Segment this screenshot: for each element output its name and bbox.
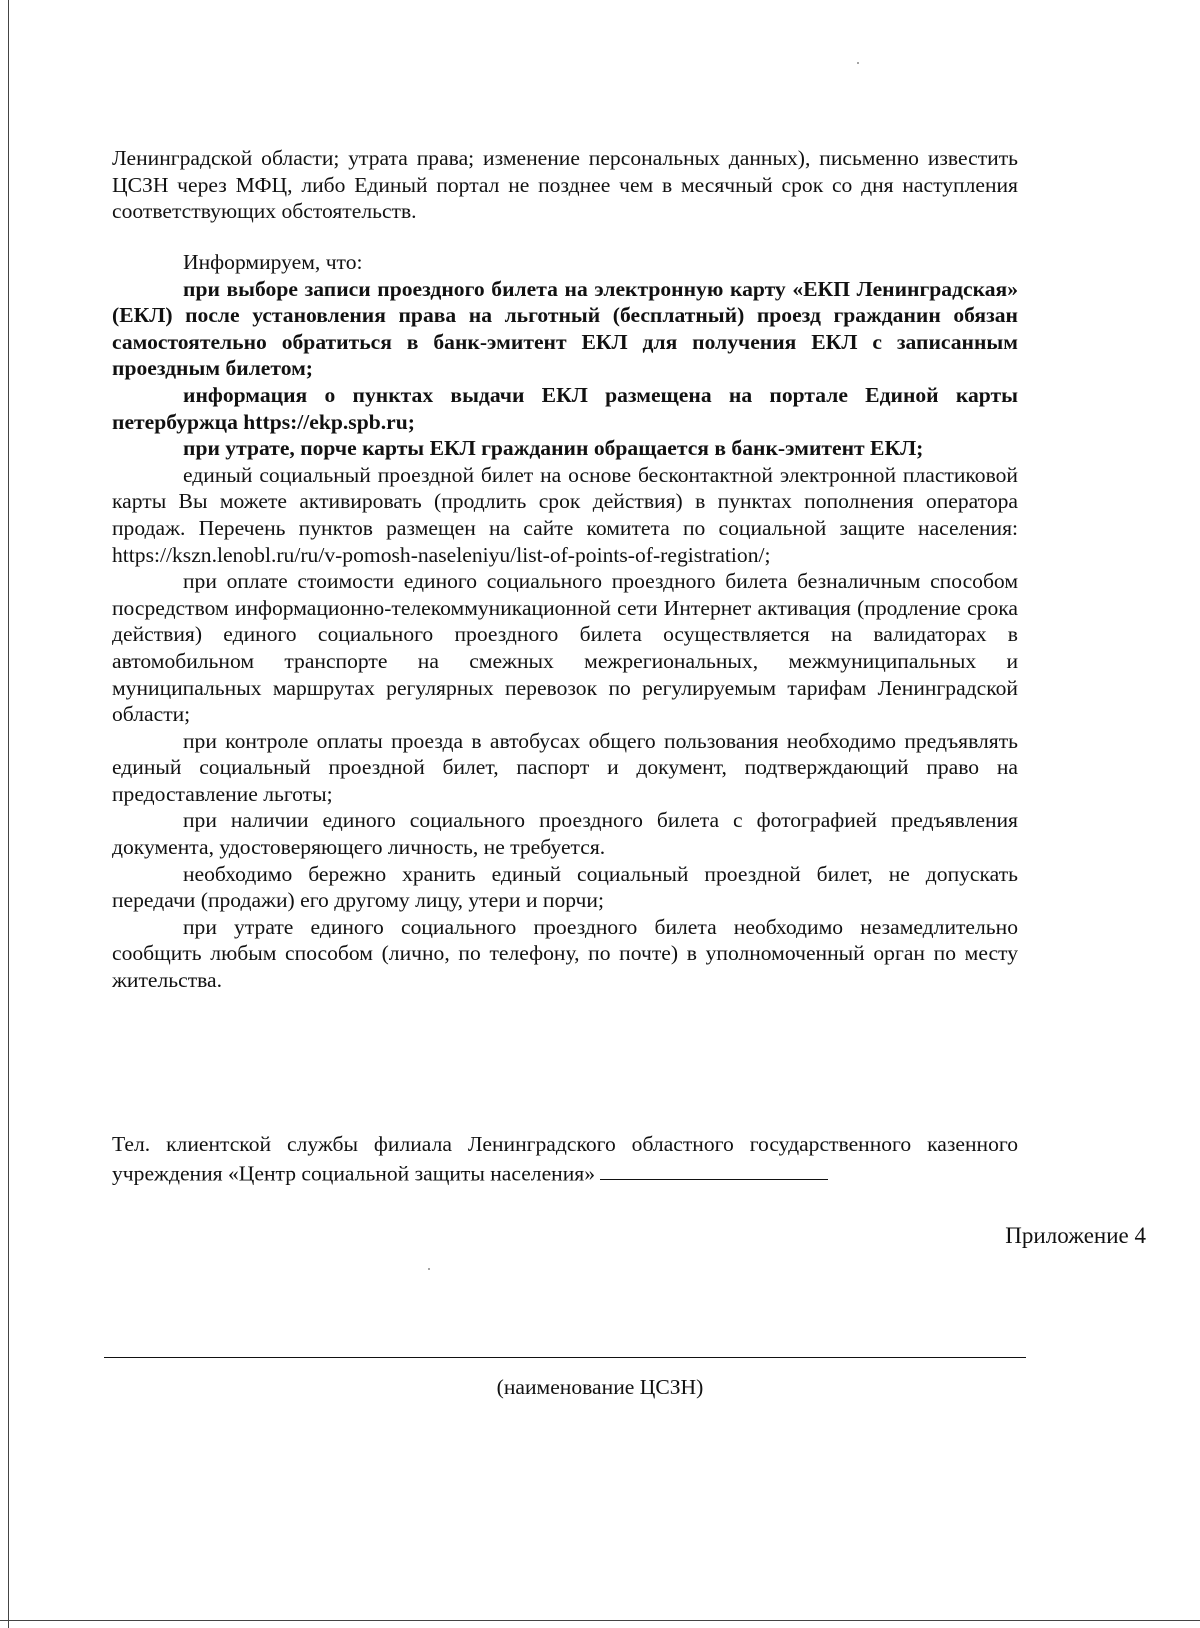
inform-intro: Информируем, что: xyxy=(183,250,363,274)
csz-name-line xyxy=(104,1357,1026,1358)
appendix-title: Приложение 4 xyxy=(1005,1223,1146,1248)
bold-item-ekl-points: информация о пунктах выдачи ЕКЛ размещена на портале Единой карты петербуржца https://ekp.spb.ru; xyxy=(112,382,1018,434)
scan-speck xyxy=(857,62,859,64)
item-photo-ticket: при наличии единого социального проездного билета с фотографией предъявления документа, удостоверяющего личность, не требуется. xyxy=(112,808,1018,860)
bold-item-ekl-loss: при утрате, порче карты ЕКЛ гражданин обращается в банк-эмитент ЕКЛ; xyxy=(183,436,924,461)
csz-name-caption: (наименование ЦСЗН) xyxy=(496,1375,704,1399)
item-careful-storage: необходимо бережно хранить единый социальный проездной билет, не допускать передачи (продажи) его другому лицу, утери и порчи; xyxy=(112,861,1018,913)
item-activation: единый социальный проездной билет на основе бесконтактной электронной пластиковой карты Вы можете активировать (продлить срок действия) в пунктах пополнения оператора продаж. Перечень пунктов размещен на сайте комитета по социальной защите населения: https://kszn.lenobl.ru/ru/v-pomosh-naseleniyu/list-of-points-of-registration/; xyxy=(112,462,1018,567)
continuation-paragraph xyxy=(112,145,1018,225)
scan-speck xyxy=(428,1268,430,1270)
bold-item-ekl-record: при выборе записи проездного билета на электронную карту «ЕКП Ленинградская» (ЕКЛ) после установления права на льготный (бесплатный) проезд гражданин обязан самостоятельно обратиться в банк-эмитент ЕКЛ для получения ЕКЛ с записанным проездным билетом; xyxy=(112,276,1018,381)
item-ticket-loss: при утрате единого социального проездного билета необходимо незамедлительно сообщить любым способом (лично, по телефону, по почте) в уполномоченный орган по месту жительства. xyxy=(112,914,1018,993)
information-section xyxy=(112,249,1018,994)
paragraph-text: Ленинградской области; утрата права; изменение персональных данных), письменно известить ЦСЗН через МФЦ, либо Единый портал не позднее чем в месячный срок со дня наступления соответствующих обстоятельств. xyxy=(112,146,1018,224)
scan-edge-bottom xyxy=(0,1620,1200,1621)
phone-blank-field xyxy=(600,1158,828,1181)
contact-line-text: Тел. клиентской службы филиала Ленинградского областного государственного казенного учреждения «Центр социальной защиты населения» xyxy=(112,1132,1018,1186)
item-cashless-payment: при оплате стоимости единого социального проездного билета безналичным способом посредством информационно-телекоммуникационной сети Интернет активация (продление срока действия) единого социального проездного билета осуществляется на валидаторах в автомобильном транспорте на смежных межрегиональных, межмуниципальных и муниципальных маршрутах регулярных перевозок по регулируемым тарифам Ленинградской области; xyxy=(112,569,1018,727)
contact-line xyxy=(112,1131,1018,1187)
contact-section xyxy=(112,1131,1018,1187)
item-fare-control: при контроле оплаты проезда в автобусах общего пользования необходимо предъявлять единый социальный проездной билет, паспорт и документ, подтверждающий право на предоставление льготы; xyxy=(112,728,1018,806)
